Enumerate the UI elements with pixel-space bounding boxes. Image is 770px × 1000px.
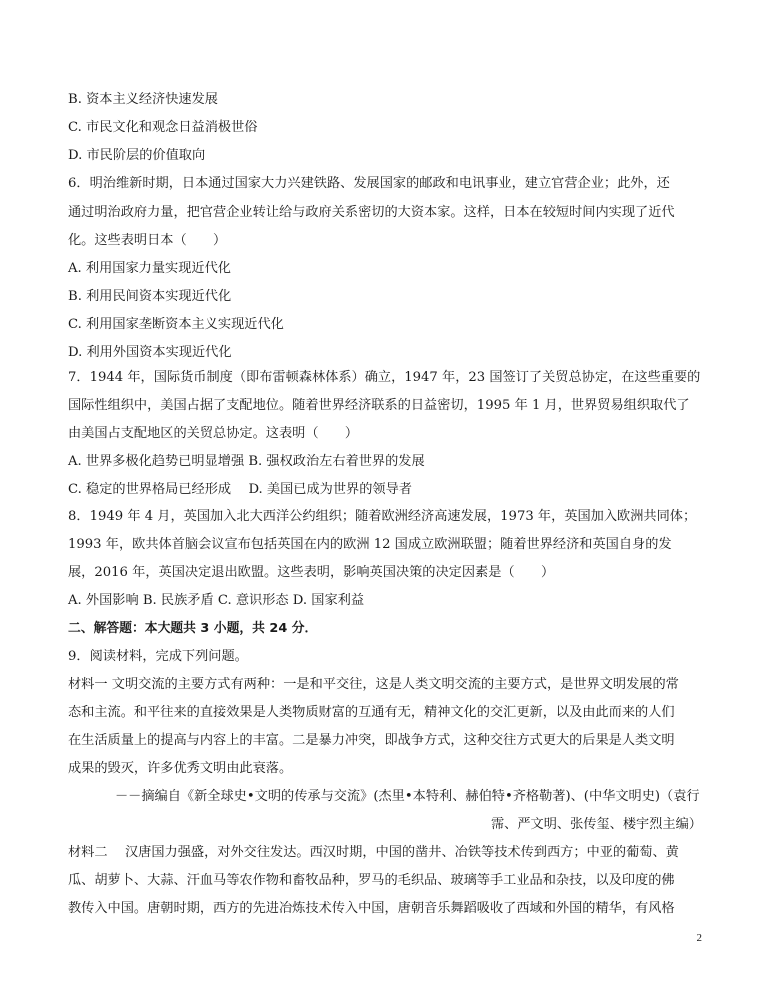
question-6-option-c: C. 利用国家垄断资本主义实现近代化 bbox=[68, 317, 284, 332]
option-c: C. 市民文化和观念日益消极世俗 bbox=[68, 120, 258, 135]
option-b: B. 资本主义经济快速发展 bbox=[68, 92, 218, 107]
material-1-source-line-2: 霈、严文明、张传玺、楼宇烈主编） bbox=[491, 817, 702, 832]
question-7-line-1: 7．1944 年，国际货币制度（即布雷顿森林体系）确立，1947 年，23 国签订了关贸总协定，在这些重要的 bbox=[68, 370, 701, 385]
question-6-line-3: 化。这些表明日本（ ） bbox=[68, 233, 227, 248]
question-6-line-2: 通过明治政府力量，把官营企业转让给与政府关系密切的大资本家。这样，日本在较短时间内实现了近代 bbox=[68, 205, 675, 220]
material-1-line-1: 材料一 文明交流的主要方式有两种：一是和平交往，这是人类文明交流的主要方式，是世界文明发展的常 bbox=[68, 677, 679, 692]
section-heading: 二、解答题：本大题共 3 小题，共 24 分． bbox=[68, 621, 318, 636]
option-d: D. 市民阶层的价值取向 bbox=[68, 148, 206, 163]
material-1-source-line-1: －－摘编自《新全球史•文明的传承与交流》(杰里•本特利、赫伯特•齐格勒著)、(中华文明史)（袁行 bbox=[115, 789, 700, 804]
question-8-line-3: 展，2016 年，英国决定退出欧盟。这些表明，影响英国决策的决定因素是（ ） bbox=[68, 565, 555, 580]
question-7-line-2: 国际性组织中，美国占据了支配地位。随着世界经济联系的日益密切，1995 年 1 月，世界贸易组织取代了 bbox=[68, 398, 690, 413]
material-2-line-1: 材料二 汉唐国力强盛，对外交往发达。西汉时期，中国的凿井、冶铁等技术传到西方；中亚的葡萄、黄 bbox=[68, 845, 679, 860]
question-6-option-b: B. 利用民间资本实现近代化 bbox=[68, 289, 232, 304]
question-7-line-3: 由美国占支配地区的关贸总协定。这表明（ ） bbox=[68, 426, 359, 441]
question-6-line-1: 6．明治维新时期，日本通过国家大力兴建铁路、发展国家的邮政和电讯事业，建立官营企业；此外，还 bbox=[68, 176, 670, 191]
question-7-options-ab: A. 世界多极化趋势已明显增强 B. 强权政治左右着世界的发展 bbox=[68, 454, 425, 469]
material-1-line-3: 在生活质量上的提高与内容上的丰富。二是暴力冲突，即战争方式，这种交往方式更大的后果是人类文明 bbox=[68, 733, 675, 748]
page-number: 2 bbox=[696, 932, 702, 944]
material-1-line-4: 成果的毁灭，许多优秀文明由此衰落。 bbox=[68, 761, 293, 776]
question-7-options-cd: C. 稳定的世界格局已经形成 D. 美国已成为世界的领导者 bbox=[68, 482, 412, 497]
question-6-option-d: D. 利用外国资本实现近代化 bbox=[68, 345, 232, 360]
material-2-line-2: 瓜、胡萝卜、大蒜、汗血马等农作物和畜牧品种，罗马的毛织品、玻璃等手工业品和杂技，以及印度的佛 bbox=[68, 873, 675, 888]
question-8-options: A. 外国影响 B. 民族矛盾 C. 意识形态 D. 国家利益 bbox=[68, 593, 365, 608]
question-8-line-1: 8．1949 年 4 月，英国加入北大西洋公约组织；随着欧洲经济高速发展，1973 年，英国加入欧洲共同体； bbox=[68, 509, 697, 524]
question-8-line-2: 1993 年，欧共体首脑会议宣布包括英国在内的欧洲 12 国成立欧洲联盟；随着世界经济和英国自身的发 bbox=[68, 537, 672, 552]
material-2-line-3: 教传入中国。唐朝时期，西方的先进冶炼技术传入中国，唐朝音乐舞蹈吸收了西域和外国的精华，有风格 bbox=[68, 901, 675, 916]
question-6-option-a: A. 利用国家力量实现近代化 bbox=[68, 261, 231, 276]
question-9-intro: 9．阅读材料，完成下列问题。 bbox=[68, 649, 248, 664]
material-1-line-2: 态和主流。和平往来的直接效果是人类物质财富的互通有无，精神文化的交汇更新，以及由此而来的人们 bbox=[68, 705, 675, 720]
